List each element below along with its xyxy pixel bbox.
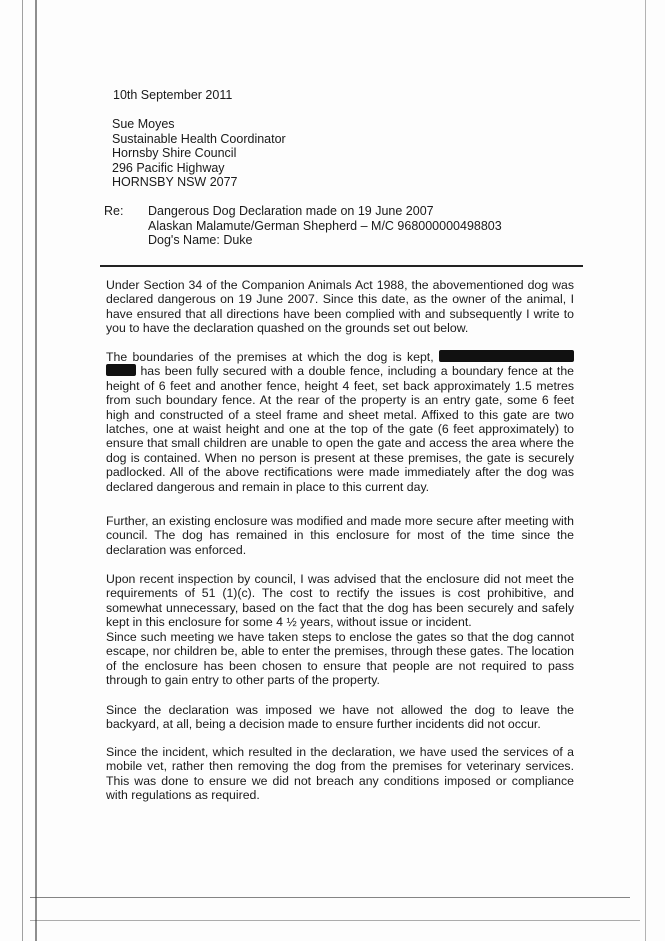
subject-line: Alaskan Malamute/German Shepherd – M/C 968000000498803	[148, 218, 502, 233]
scan-edge-line	[645, 0, 646, 941]
paragraph-premises-start: The boundaries of the premises at which the dog is kept,	[106, 350, 434, 364]
letter-date: 10th September 2011	[113, 88, 233, 102]
scan-bottom-line	[30, 920, 640, 921]
subject-line: Dangerous Dog Declaration made on 19 June 2007	[148, 204, 434, 218]
subject-block	[104, 204, 502, 248]
paragraph-gates: Since such meeting we have taken steps to enclose the gates so that the dog cannot escape, nor children be, able to enter the premises, through these gates. The location of the enclosure has been chosen to ensure that people are not required to pass through to gain entry to other parts of the property.	[106, 630, 574, 688]
redacted-address	[106, 364, 136, 376]
paragraph-vet: Since the incident, which resulted in the declaration, we have used the services of a mobile vet, rather then removing the dog from the premises for veterinary services. This was done to ensure we did not breach any conditions imposed or compliance with regulations as required.	[106, 745, 574, 803]
paragraph-enclosure: Further, an existing enclosure was modified and made more secure after meeting with council. The dog has remained in this enclosure for most of the time since the declaration was enforced.	[106, 514, 574, 557]
redacted-address	[439, 350, 574, 362]
scan-edge-line	[22, 0, 23, 941]
subject-divider	[100, 265, 583, 267]
paragraph-backyard: Since the declaration was imposed we have not allowed the dog to leave the backyard, at all, being a decision made to ensure further incidents did not occur.	[106, 703, 574, 732]
subject-label: Re:	[104, 204, 124, 218]
subject-lines	[148, 204, 502, 248]
paragraph-premises-rest: has been fully secured with a double fence, including a boundary fence at the height of 6 feet and another fence, height 4 feet, set back approximately 1.5 metres from such boundary fence. At the rear of the property is an entry gate, some 6 feet high and constructed of a steel frame and sheet metal. Affixed to this gate are two latches, one at waist height and one at the top of the gate (6 feet approximately) to ensure that small children are unable to open the gate and access the area where the dog is contained. When no person is present at these premises, the gate is securely padlocked. All of the above rectifications were made immediately after the dog was declared dangerous and remain in place to this current day.	[106, 364, 574, 494]
recipient-address	[112, 117, 286, 190]
subject-line: Dog's Name: Duke	[148, 233, 253, 248]
scan-bottom-line	[30, 897, 630, 898]
recipient-street: 296 Pacific Highway	[112, 160, 225, 175]
recipient-organisation: Hornsby Shire Council	[112, 146, 237, 161]
recipient-suburb: HORNSBY NSW 2077	[112, 175, 238, 190]
recipient-name: Sue Moyes	[112, 117, 175, 131]
paragraph-intro: Under Section 34 of the Companion Animals Act 1988, the abovementioned dog was declared dangerous on 19 June 2007. Since this date, as the owner of the animal, I have ensured that all directions have been complied with and subsequently I write to you to have the declaration quashed on the grounds set out below.	[106, 278, 574, 336]
recipient-title: Sustainable Health Coordinator	[112, 131, 286, 146]
scan-edge-line	[35, 0, 37, 941]
paragraph-premises	[106, 350, 574, 494]
paragraph-inspection: Upon recent inspection by council, I was advised that the enclosure did not meet the requirements of 51 (1)(c). The cost to rectify the issues is cost prohibitive, and somewhat unnecessary, based on the fact that the dog has been securely and safely kept in this enclosure for some 4 ½ years, without issue or incident.	[106, 572, 574, 630]
